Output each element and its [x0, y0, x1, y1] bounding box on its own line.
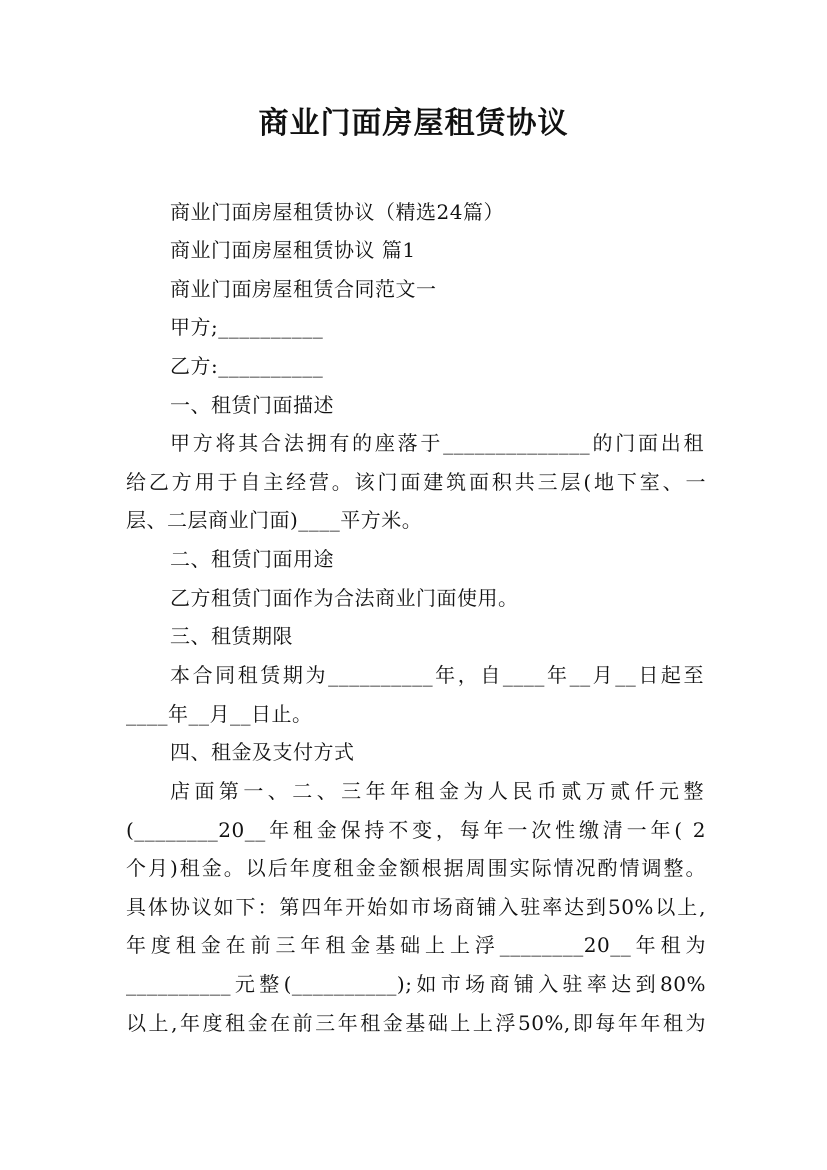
text-line: 甲方将其合法拥有的座落于______________的门面出租: [170, 431, 704, 455]
text-line: 商业门面房屋租赁合同范文一: [170, 277, 437, 301]
text-line: 以上,年度租金在前三年租金基础上上浮50%,即每年年租为: [126, 1011, 706, 1035]
text-line: 乙方租赁门面作为合法商业门面使用。: [170, 586, 519, 610]
text-line: 商业门面房屋租赁协议（精选24篇）: [170, 200, 504, 224]
text-line: 给乙方用于自主经营。该门面建筑面积共三层(地下室、一: [126, 470, 706, 494]
section-heading: 四、租金及支付方式: [170, 740, 355, 764]
text-line: 本合同租赁期为__________年，自____年__月__日起至: [170, 663, 704, 687]
text-line: (________20__年租金保持不变，每年一次性缴清一年( 2: [126, 818, 706, 842]
text-line: 年度租金在前三年租金基础上上浮________20__年租为: [126, 933, 706, 957]
document-title: 商业门面房屋租赁协议: [258, 106, 569, 141]
text-line: 商业门面房屋租赁协议 篇1: [170, 238, 416, 262]
text-line: 层、二层商业门面)____平方米。: [126, 508, 423, 532]
text-line: __________元整(__________);如市场商铺入驻率达到80%: [126, 972, 706, 996]
text-line: ____年__月__日止。: [126, 702, 313, 726]
text-line: 甲方;__________: [170, 315, 324, 339]
text-line: 店面第一、二、三年年租金为人民币贰万贰仟元整: [170, 779, 704, 803]
section-heading: 一、租赁门面描述: [170, 393, 334, 417]
section-heading: 二、租赁门面用途: [170, 547, 334, 571]
section-heading: 三、租赁期限: [170, 624, 293, 648]
text-line: 个月)租金。以后年度租金金额根据周围实际情况酌情调整。: [126, 856, 706, 880]
text-line: 乙方:__________: [170, 354, 324, 378]
text-line: 具体协议如下：第四年开始如市场商铺入驻率达到50%以上,: [126, 895, 706, 919]
